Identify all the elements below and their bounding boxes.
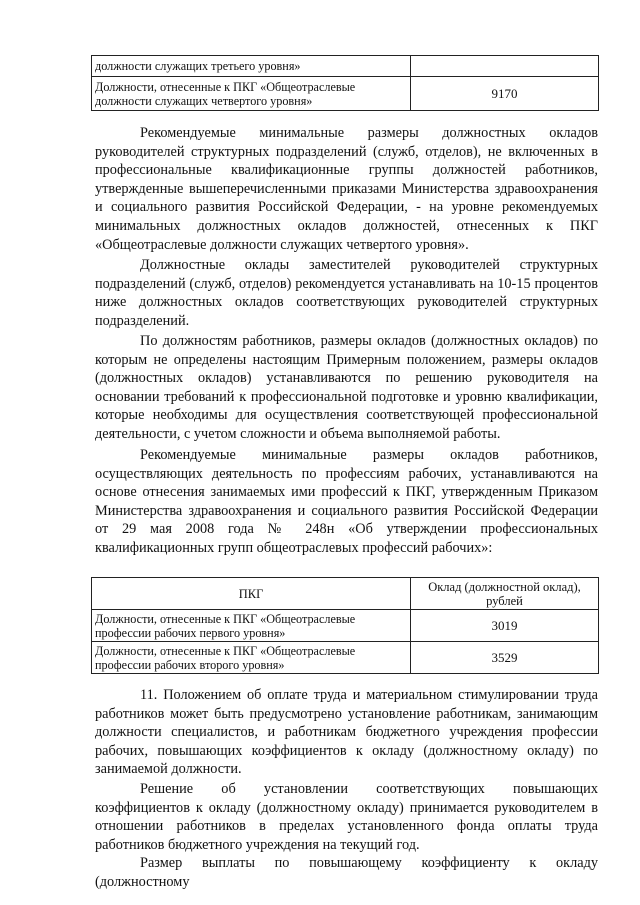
table-row <box>92 56 599 77</box>
table-header-group: ПКГ <box>92 578 411 610</box>
salary-table-workers <box>91 577 599 674</box>
table-cell-salary: 9170 <box>411 77 599 111</box>
paragraph: 11. Положением об оплате труда и материальном стимулировании труда работников может быть предусмотрено установление работникам, занимающим должности специалистов, и работникам бюджетного учреждения профессии рабочих, повышающих коэффициентов к окладу (должностному окладу) по занимаемой должности. <box>95 687 598 778</box>
table-cell-salary <box>411 56 599 77</box>
paragraph: Решение об установлении соответствующих повышающих коэффициентов к окладу (должностному окладу) принимается руководителем в отношении работников в пределах установленного фонда оплаты труда работников бюджетного учреждения на текущий год. <box>95 781 598 853</box>
table-header-salary: Оклад (должностной оклад), рублей <box>411 578 599 610</box>
paragraph: Размер выплаты по повышающему коэффициенту к окладу (должностному <box>95 855 598 890</box>
table-cell-group: Должности, отнесенные к ПКГ «Общеотраслевые должности служащих четвертого уровня» <box>92 77 411 111</box>
paragraph: Рекомендуемые минимальные размеры должностных окладов руководителей структурных подразделений (служб, отделов), не включенных в профессиональные квалификационные группы должностей работников, утвержденные вышеперечисленными приказами Министерства здравоохранения и социального развития Российской Федерации, - на уровне рекомендуемых минимальных должностных окладов должностей, отнесенных к ПКГ «Общеотраслевые должности служащих четвертого уровня». <box>95 125 598 253</box>
table-row <box>92 642 599 674</box>
table-row <box>92 77 599 111</box>
table-cell-group: Должности, отнесенные к ПКГ «Общеотраслевые профессии рабочих второго уровня» <box>92 642 411 674</box>
salary-table-employees <box>91 55 599 111</box>
table-cell-salary: 3019 <box>411 610 599 642</box>
paragraph: Должностные оклады заместителей руководителей структурных подразделений (служб, отделов) рекомендуется устанавливать на 10-15 процентов ниже должностных окладов соответствующих руководителей структурных подразделений. <box>95 257 598 329</box>
table-row <box>92 610 599 642</box>
table-header-row <box>92 578 599 610</box>
table-cell-salary: 3529 <box>411 642 599 674</box>
paragraph: По должностям работников, размеры окладов (должностных окладов) по которым не определены настоящим Примерным положением, размеры окладов (должностных окладов) устанавливаются по решению руководителя на основании требований к профессиональной подготовке и уровню квалификации, которые необходимы для осуществления соответствующей профессиональной деятельности, с учетом сложности и объема выполняемой работы. <box>95 333 598 442</box>
paragraph: Рекомендуемые минимальные размеры окладов работников, осуществляющих деятельность по профессиям рабочих, устанавливаются на основе отнесения занимаемых ими профессий к ПКГ, утвержденным Приказом Министерства здравоохранения и социального развития Российской Федерации от 29 мая 2008 года № 248н «Об утверждении профессиональных квалификационных групп общеотраслевых профессий рабочих»: <box>95 447 598 556</box>
table-cell-group: должности служащих третьего уровня» <box>92 56 411 77</box>
table-cell-group: Должности, отнесенные к ПКГ «Общеотраслевые профессии рабочих первого уровня» <box>92 610 411 642</box>
